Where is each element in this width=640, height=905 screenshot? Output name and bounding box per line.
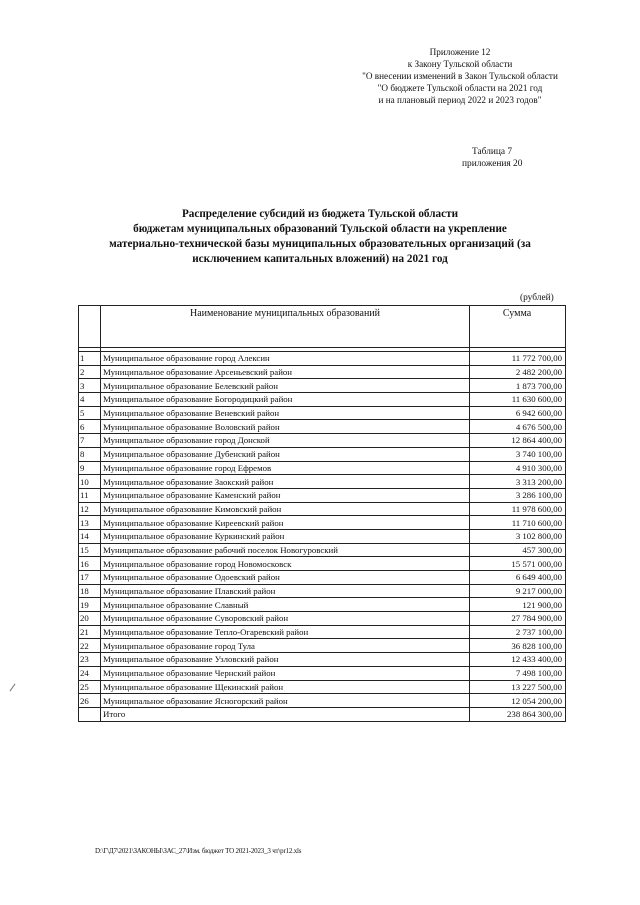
- row-name-cell: Муниципальное образование Белевский район: [101, 379, 470, 393]
- table-row: [79, 584, 566, 598]
- appendix-line-5: и на плановый период 2022 и 2023 годов": [378, 95, 542, 105]
- row-sum-cell: 11 978 600,00: [470, 502, 566, 516]
- row-number-cell: 24: [79, 666, 101, 680]
- row-sum-cell: 2 482 200,00: [470, 365, 566, 379]
- row-number-cell: 17: [79, 571, 101, 585]
- header-name-cell: Наименование муниципальных образований: [101, 306, 470, 348]
- table-row: [79, 475, 566, 489]
- table-row: [79, 488, 566, 502]
- table-header-row: [79, 306, 566, 348]
- table-row: [79, 393, 566, 407]
- row-name-cell: Муниципальное образование Богородицкий район: [101, 393, 470, 407]
- table-row: [79, 543, 566, 557]
- row-sum-cell: 3 313 200,00: [470, 475, 566, 489]
- row-number-cell: 26: [79, 694, 101, 708]
- row-name-cell: Муниципальное образование Дубенский район: [101, 447, 470, 461]
- table-row: [79, 529, 566, 543]
- row-sum-cell: 12 433 400,00: [470, 653, 566, 667]
- appendix-line-4: "О бюджете Тульской области на 2021 год: [377, 83, 543, 93]
- table-row: [79, 516, 566, 530]
- row-sum-cell: 15 571 000,00: [470, 557, 566, 571]
- row-sum-cell: 457 300,00: [470, 543, 566, 557]
- table-row: [79, 447, 566, 461]
- header-number-cell: [79, 306, 101, 348]
- row-number-cell: 9: [79, 461, 101, 475]
- document-title: [70, 207, 570, 267]
- row-sum-cell: 7 498 100,00: [470, 666, 566, 680]
- row-number-cell: 14: [79, 529, 101, 543]
- row-number-cell: 3: [79, 379, 101, 393]
- row-name-cell: Муниципальное образование Щекинский район: [101, 680, 470, 694]
- row-number-cell: 25: [79, 680, 101, 694]
- row-sum-cell: 13 227 500,00: [470, 680, 566, 694]
- row-name-cell: Муниципальное образование Ясногорский район: [101, 694, 470, 708]
- row-name-cell: Муниципальное образование Славный: [101, 598, 470, 612]
- row-sum-cell: 36 828 100,00: [470, 639, 566, 653]
- row-name-cell: Муниципальное образование Тепло-Огаревский район: [101, 625, 470, 639]
- row-sum-cell: 11 710 600,00: [470, 516, 566, 530]
- row-number-cell: 18: [79, 584, 101, 598]
- row-sum-cell: 121 900,00: [470, 598, 566, 612]
- table-ref-line-2: приложения 20: [462, 159, 523, 169]
- title-line-4: исключением капитальных вложений) на 2021 год: [192, 253, 448, 265]
- row-name-cell: Муниципальное образование Каменский район: [101, 488, 470, 502]
- table-row: [79, 666, 566, 680]
- table-row: [79, 352, 566, 366]
- row-name-cell: Муниципальное образование рабочий поселок Новогуровский: [101, 543, 470, 557]
- header-sum-cell: Сумма: [470, 306, 566, 348]
- appendix-line-3: "О внесении изменений в Закон Тульской области: [362, 71, 558, 81]
- table-row: [79, 694, 566, 708]
- row-number-cell: 19: [79, 598, 101, 612]
- row-sum-cell: 12 864 400,00: [470, 434, 566, 448]
- row-number-cell: 23: [79, 653, 101, 667]
- row-name-cell: Муниципальное образование Одоевский район: [101, 571, 470, 585]
- row-number-cell: 8: [79, 447, 101, 461]
- row-name-cell: Муниципальное образование город Алексин: [101, 352, 470, 366]
- row-sum-cell: 9 217 000,00: [470, 584, 566, 598]
- row-number-cell: 4: [79, 393, 101, 407]
- row-sum-cell: 3 286 100,00: [470, 488, 566, 502]
- row-sum-cell: 4 910 300,00: [470, 461, 566, 475]
- row-name-cell: Муниципальное образование Плавский район: [101, 584, 470, 598]
- row-name-cell: Муниципальное образование город Новомосковск: [101, 557, 470, 571]
- row-number-cell: 2: [79, 365, 101, 379]
- row-sum-cell: 4 676 500,00: [470, 420, 566, 434]
- table-row: [79, 571, 566, 585]
- row-name-cell: Муниципальное образование Суворовский район: [101, 612, 470, 626]
- row-sum-cell: 6 649 400,00: [470, 571, 566, 585]
- file-path-footer: D:\Г\Д7\2021\ЗАКОНЫ\ЗАС_27\Изм. бюджет ТО 2021-2023_3 чт\pr12.xls: [95, 847, 302, 855]
- table-row: [79, 680, 566, 694]
- total-row: [79, 707, 566, 721]
- row-number-cell: 10: [79, 475, 101, 489]
- row-name-cell: Муниципальное образование город Тула: [101, 639, 470, 653]
- table-row: [79, 379, 566, 393]
- row-number-cell: 22: [79, 639, 101, 653]
- table-row: [79, 557, 566, 571]
- table-row: [79, 598, 566, 612]
- row-sum-cell: 1 873 700,00: [470, 379, 566, 393]
- table-row: [79, 612, 566, 626]
- table-row: [79, 653, 566, 667]
- row-name-cell: Муниципальное образование Заокский район: [101, 475, 470, 489]
- title-line-2: бюджетам муниципальных образований Тульской области на укрепление: [133, 223, 507, 235]
- appendix-line-1: Приложение 12: [429, 47, 491, 57]
- row-sum-cell: 12 054 200,00: [470, 694, 566, 708]
- row-number-cell: 12: [79, 502, 101, 516]
- table-row: [79, 434, 566, 448]
- title-line-3: материально-технической базы муниципальных образовательных организаций (за: [109, 238, 531, 250]
- table-ref-line-1: Таблица 7: [472, 147, 513, 157]
- row-number-cell: 1: [79, 352, 101, 366]
- row-number-cell: 13: [79, 516, 101, 530]
- row-number-cell: 16: [79, 557, 101, 571]
- table-row: [79, 461, 566, 475]
- row-name-cell: Муниципальное образование Киреевский район: [101, 516, 470, 530]
- row-name-cell: Муниципальное образование Кимовский район: [101, 502, 470, 516]
- table-row: [79, 406, 566, 420]
- table-reference: [462, 146, 522, 170]
- row-number-cell: 15: [79, 543, 101, 557]
- row-name-cell: Муниципальное образование Воловский район: [101, 420, 470, 434]
- row-name-cell: Муниципальное образование Куркинский район: [101, 529, 470, 543]
- table-row: [79, 625, 566, 639]
- title-line-1: Распределение субсидий из бюджета Тульской области: [181, 208, 459, 220]
- unit-label: (рублей): [520, 293, 554, 303]
- row-number-cell: 6: [79, 420, 101, 434]
- row-name-cell: Муниципальное образование город Ефремов: [101, 461, 470, 475]
- row-sum-cell: 27 784 900,00: [470, 612, 566, 626]
- row-number-cell: 20: [79, 612, 101, 626]
- appendix-line-2: к Закону Тульской области: [407, 59, 513, 69]
- row-name-cell: Муниципальное образование Веневский район: [101, 406, 470, 420]
- total-number-cell: [79, 707, 101, 721]
- row-sum-cell: 3 102 800,00: [470, 529, 566, 543]
- total-label-cell: Итого: [101, 707, 470, 721]
- row-name-cell: Муниципальное образование Чернский район: [101, 666, 470, 680]
- row-number-cell: 21: [79, 625, 101, 639]
- row-name-cell: Муниципальное образование город Донской: [101, 434, 470, 448]
- row-sum-cell: 11 772 700,00: [470, 352, 566, 366]
- row-name-cell: Муниципальное образование Узловский район: [101, 653, 470, 667]
- total-sum-cell: 238 864 300,00: [470, 707, 566, 721]
- row-sum-cell: 11 630 600,00: [470, 393, 566, 407]
- table-row: [79, 365, 566, 379]
- table-row: [79, 639, 566, 653]
- row-sum-cell: 6 942 600,00: [470, 406, 566, 420]
- table-row: [79, 420, 566, 434]
- table-row: [79, 502, 566, 516]
- scan-mark: [10, 684, 16, 692]
- row-sum-cell: 3 740 100,00: [470, 447, 566, 461]
- row-number-cell: 5: [79, 406, 101, 420]
- row-number-cell: 7: [79, 434, 101, 448]
- row-name-cell: Муниципальное образование Арсеньевский район: [101, 365, 470, 379]
- subsidy-table: [78, 305, 566, 722]
- row-number-cell: 11: [79, 488, 101, 502]
- appendix-block: [330, 46, 590, 106]
- row-sum-cell: 2 737 100,00: [470, 625, 566, 639]
